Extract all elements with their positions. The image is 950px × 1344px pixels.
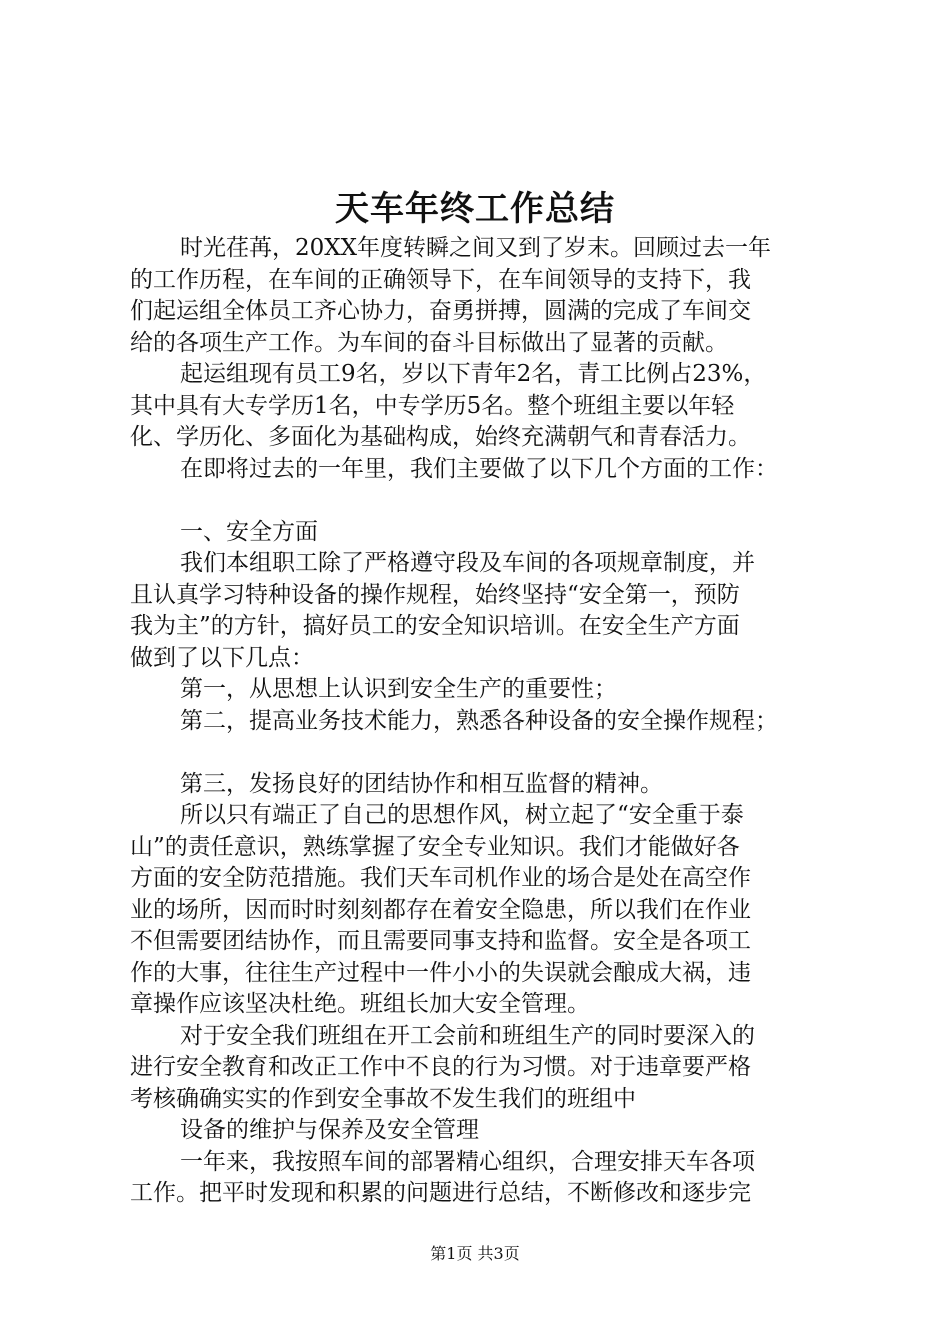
blank-line bbox=[130, 737, 832, 769]
text-line: 其中具有大专学历1名，中专学历5名。整个班组主要以年轻 bbox=[130, 392, 735, 419]
text-line: 作的大事，往往生产过程中一件小小的失误就会酿成大祸，违 bbox=[130, 959, 751, 986]
text-line: 业的场所，因而时时刻刻都存在着安全隐患，所以我们在作业 bbox=[130, 896, 751, 923]
text-line: 第三，发扬良好的团结协作和相互监督的精神。 bbox=[180, 770, 663, 797]
blank-line bbox=[130, 485, 832, 517]
text-line: 一年来，我按照车间的部署精心组织，合理安排天车各项 bbox=[180, 1148, 755, 1175]
text-line: 化、学历化、多面化为基础构成，始终充满朝气和青春活力。 bbox=[130, 424, 751, 450]
text-line: 们起运组全体员工齐心协力，奋勇拼搏，圆满的完成了车间交 bbox=[130, 298, 751, 324]
text-line: 我们本组职工除了严格遵守段及车间的各项规章制度，并 bbox=[180, 550, 755, 576]
text-line: 的工作历程，在车间的正确领导下，在车间领导的支持下，我 bbox=[130, 266, 751, 293]
document-title: 天车年终工作总结 bbox=[335, 189, 615, 229]
page-footer: 第1页 共3页 bbox=[430, 1244, 520, 1263]
text-line: 第一，从思想上认识到安全生产的重要性； bbox=[180, 676, 617, 702]
text-line: 方面的安全防范措施。我们天车司机作业的场合是处在高空作 bbox=[130, 865, 751, 891]
text-line: 我为主”的方针，搞好员工的安全知识培训。在安全生产方面 bbox=[130, 613, 740, 639]
text-line: 工作。把平时发现和积累的问题进行总结，不断修改和逐步完 bbox=[130, 1180, 751, 1206]
text-line: 章操作应该坚决杜绝。班组长加大安全管理。 bbox=[130, 991, 590, 1017]
text-line: 所以只有端正了自己的思想作风，树立起了“安全重于泰 bbox=[180, 802, 744, 828]
text-line: 考核确确实实的作到安全事故不发生我们的班组中 bbox=[130, 1085, 636, 1112]
text-line: 做到了以下几点： bbox=[130, 644, 314, 671]
text-line: 对于安全我们班组在开工会前和班组生产的同时要深入的 bbox=[180, 1022, 755, 1049]
text-line: 给的各项生产工作。为车间的奋斗目标做出了显著的贡献。 bbox=[130, 329, 728, 356]
text-line: 第二，提高业务技术能力，熟悉各种设备的安全操作规程； bbox=[180, 707, 778, 734]
text-line: 且认真学习特种设备的操作规程，始终坚持“安全第一，预防 bbox=[130, 581, 740, 608]
text-line: 山”的责任意识，熟练掌握了安全专业知识。我们才能做好各 bbox=[130, 833, 740, 860]
text-line: 进行安全教育和改正工作中不良的行为习惯。对于违章要严格 bbox=[130, 1054, 751, 1080]
text-line: 起运组现有员工9名，岁以下青年2名，青工比例占23%， bbox=[180, 361, 767, 387]
text-line: 设备的维护与保养及安全管理 bbox=[180, 1117, 479, 1143]
text-line: 不但需要团结协作，而且需要同事支持和监督。安全是各项工 bbox=[130, 928, 751, 954]
text-line: 一、安全方面 bbox=[180, 518, 318, 545]
text-line: 时光荏苒，20XX年度转瞬之间又到了岁末。回顾过去一年 bbox=[180, 235, 772, 261]
text-line: 在即将过去的一年里，我们主要做了以下几个方面的工作： bbox=[180, 455, 778, 482]
document-body bbox=[130, 233, 832, 1210]
